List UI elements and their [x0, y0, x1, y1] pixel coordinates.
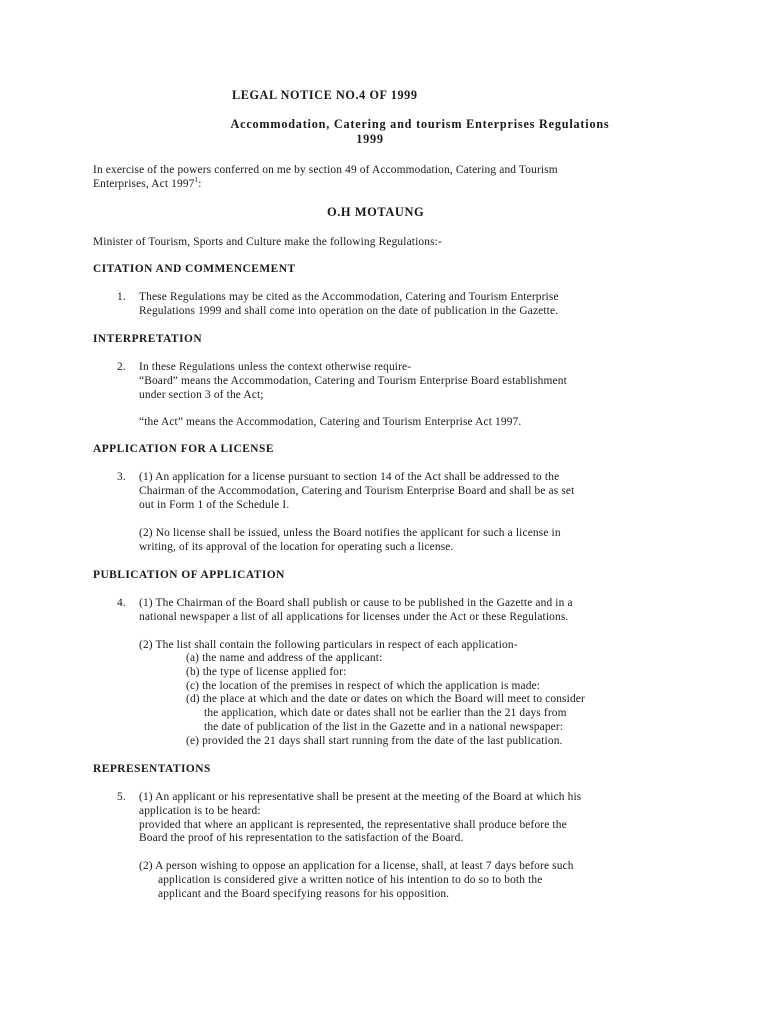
representations-p1-line1: (1) An applicant or his representative shall be present at the meeting of the Board at which his	[139, 791, 582, 803]
application-p2-line2: writing, of its approval of the location for operating such a license.	[139, 541, 454, 553]
publication-p2-line1: (2) The list shall contain the following particulars in respect of each application-	[139, 639, 518, 651]
application-p1-line3: out in Form 1 of the Schedule I.	[139, 499, 290, 511]
section-number-4: 4.	[117, 597, 126, 609]
section-number-1: 1.	[117, 291, 126, 303]
interpretation-line3: under section 3 of the Act;	[139, 389, 264, 401]
publication-item-c: (c) the location of the premises in respect of which the application is made:	[186, 680, 541, 692]
publication-item-b: (b) the type of license applied for:	[186, 666, 347, 678]
footnote-mark: 1	[194, 176, 199, 185]
interpretation-line4: “the Act” means the Accommodation, Catering and Tourism Enterprise Act 1997.	[139, 416, 522, 428]
publication-item-d-line1: (d) the place at which and the date or dates on which the Board will meet to consider	[186, 693, 585, 705]
publication-item-d-line3: the date of publication of the list in the Gazette and in a national newspaper:	[204, 721, 564, 733]
citation-line2: Regulations 1999 and shall come into operation on the date of publication in the Gazette.	[139, 305, 559, 317]
application-p1-line2: Chairman of the Accommodation, Catering and Tourism Enterprise Board and shall be as set	[139, 485, 575, 497]
publication-p1-line1: (1) The Chairman of the Board shall publish or cause to be published in the Gazette and in a	[139, 597, 573, 609]
publication-item-a: (a) the name and address of the applicant:	[186, 652, 383, 664]
section-heading-publication: PUBLICATION OF APPLICATION	[93, 569, 285, 581]
regulations-title-line1: Accommodation, Catering and tourism Enterprises Regulations	[230, 117, 610, 131]
representations-p1-line2: application is to be heard:	[139, 805, 261, 817]
representations-p1-line4: Board the proof of his representation to the satisfaction of the Board.	[139, 832, 464, 844]
publication-item-e: (e) provided the 21 days shall start running from the date of the last publication.	[186, 735, 563, 747]
section-heading-application: APPLICATION FOR A LICENSE	[93, 443, 274, 455]
interpretation-line2: “Board” means the Accommodation, Catering and Tourism Enterprise Board establishment	[139, 375, 567, 387]
application-p1-line1: (1) An application for a license pursuant to section 14 of the Act shall be addressed to the	[139, 471, 560, 483]
interpretation-line1: In these Regulations unless the context otherwise require-	[139, 361, 412, 373]
section-heading-representations: REPRESENTATIONS	[93, 763, 211, 775]
representations-p2-line1: (2) A person wishing to oppose an application for a license, shall, at least 7 days before such	[139, 860, 574, 872]
minister-statement: Minister of Tourism, Sports and Culture make the following Regulations:-	[93, 236, 442, 248]
application-p2-line1: (2) No license shall be issued, unless the Board notifies the applicant for such a license in	[139, 527, 561, 539]
section-heading-interpretation: INTERPRETATION	[93, 333, 203, 345]
section-number-5: 5.	[117, 791, 126, 803]
representations-p2-line3: applicant and the Board specifying reasons for his opposition.	[158, 888, 450, 900]
notice-title: LEGAL NOTICE NO.4 OF 1999	[232, 88, 418, 102]
preamble-line2-text: Enterprises, Act 1997	[93, 178, 195, 190]
citation-line1: These Regulations may be cited as the Accommodation, Catering and Tourism Enterprise	[139, 291, 559, 303]
representations-p1-line3: provided that where an applicant is represented, the representative shall produce before the	[139, 819, 567, 831]
preamble-line2-end: :	[198, 178, 202, 190]
section-number-3: 3.	[117, 471, 126, 483]
section-heading-citation: CITATION AND COMMENCEMENT	[93, 263, 296, 275]
representations-p2-line2: application is considered give a written notice of his intention to do so to both the	[158, 874, 543, 886]
section-number-2: 2.	[117, 361, 126, 373]
publication-p1-line2: national newspaper a list of all applications for licenses under the Act or these Regulations.	[139, 611, 569, 623]
regulations-title-line2: 1999	[356, 132, 384, 146]
preamble-line2	[93, 178, 202, 192]
publication-item-d-line2: the application, which date or dates shall not be earlier than the 21 days from	[204, 707, 567, 719]
minister-name: O.H MOTAUNG	[327, 205, 425, 219]
preamble-line1: In exercise of the powers conferred on me by section 49 of Accommodation, Catering and Tourism	[93, 164, 558, 176]
